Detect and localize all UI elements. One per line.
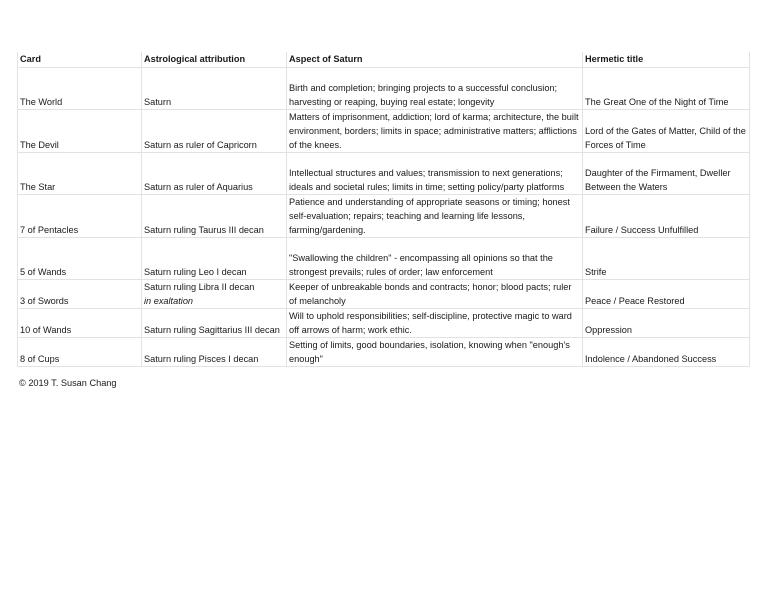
table-row: [18, 280, 750, 309]
cell-attribution: Saturn: [142, 68, 287, 110]
cell-card: The World: [18, 68, 142, 110]
cell-card: 3 of Swords: [18, 280, 142, 309]
cell-card: The Star: [18, 153, 142, 195]
cell-hermetic-title: Failure / Success Unfulfilled: [583, 195, 750, 238]
table-row: [18, 195, 750, 238]
cell-attribution: Saturn as ruler of Capricorn: [142, 110, 287, 153]
table-row: [18, 238, 750, 280]
cell-attribution: Saturn ruling Taurus III decan: [142, 195, 287, 238]
saturn-attributions-table: [17, 52, 750, 367]
cell-aspect: Matters of imprisonment, addiction; lord of karma; architecture, the built environment, borders; limits in space; administrative matters; afflictions of the knees.: [287, 110, 583, 153]
cell-attribution: Saturn ruling Pisces I decan: [142, 338, 287, 367]
cell-attribution: [142, 280, 287, 309]
cell-hermetic-title: Peace / Peace Restored: [583, 280, 750, 309]
attribution-note: in exaltation: [144, 296, 194, 306]
table-row: [18, 309, 750, 338]
cell-hermetic-title: Lord of the Gates of Matter, Child of the Forces of Time: [583, 110, 750, 153]
header-card: Card: [18, 52, 142, 68]
cell-aspect: Birth and completion; bringing projects to a successful conclusion; harvesting or reaping, buying real estate; longevity: [287, 68, 583, 110]
table-row: [18, 68, 750, 110]
copyright-footer: © 2019 T. Susan Chang: [19, 378, 117, 388]
cell-hermetic-title: The Great One of the Night of Time: [583, 68, 750, 110]
header-hermetic-title: Hermetic title: [583, 52, 750, 68]
cell-aspect: Setting of limits, good boundaries, isolation, knowing when "enough's enough": [287, 338, 583, 367]
cell-card: 5 of Wands: [18, 238, 142, 280]
cell-aspect: Patience and understanding of appropriate seasons or timing; honest self-evaluation; repairs; teaching and learning life lessons, farming/gardening.: [287, 195, 583, 238]
cell-attribution: Saturn ruling Leo I decan: [142, 238, 287, 280]
cell-attribution: Saturn as ruler of Aquarius: [142, 153, 287, 195]
cell-card: 8 of Cups: [18, 338, 142, 367]
cell-card: 10 of Wands: [18, 309, 142, 338]
header-aspect-of-saturn: Aspect of Saturn: [287, 52, 583, 68]
table-row: [18, 110, 750, 153]
table-row: [18, 153, 750, 195]
header-astrological-attribution: Astrological attribution: [142, 52, 287, 68]
cell-aspect: Keeper of unbreakable bonds and contracts; honor; blood pacts; ruler of melancholy: [287, 280, 583, 309]
cell-attribution: Saturn ruling Sagittarius III decan: [142, 309, 287, 338]
table-header-row: [18, 52, 750, 68]
cell-aspect: Will to uphold responsibilities; self-discipline, protective magic to ward off arrows of harm; work ethic.: [287, 309, 583, 338]
cell-aspect: "Swallowing the children" - encompassing all opinions so that the strongest prevails; rules of order; law enforcement: [287, 238, 583, 280]
cell-aspect: Intellectual structures and values; transmission to next generations; ideals and societal rules; limits in time; setting policy/party platforms: [287, 153, 583, 195]
cell-hermetic-title: Indolence / Abandoned Success: [583, 338, 750, 367]
attribution-text: Saturn ruling Libra II decan: [144, 282, 255, 292]
table-row: [18, 338, 750, 367]
cell-hermetic-title: Strife: [583, 238, 750, 280]
cell-card: The Devil: [18, 110, 142, 153]
saturn-table-sheet: [17, 52, 749, 367]
cell-card: 7 of Pentacles: [18, 195, 142, 238]
cell-hermetic-title: Daughter of the Firmament, Dweller Between the Waters: [583, 153, 750, 195]
cell-hermetic-title: Oppression: [583, 309, 750, 338]
